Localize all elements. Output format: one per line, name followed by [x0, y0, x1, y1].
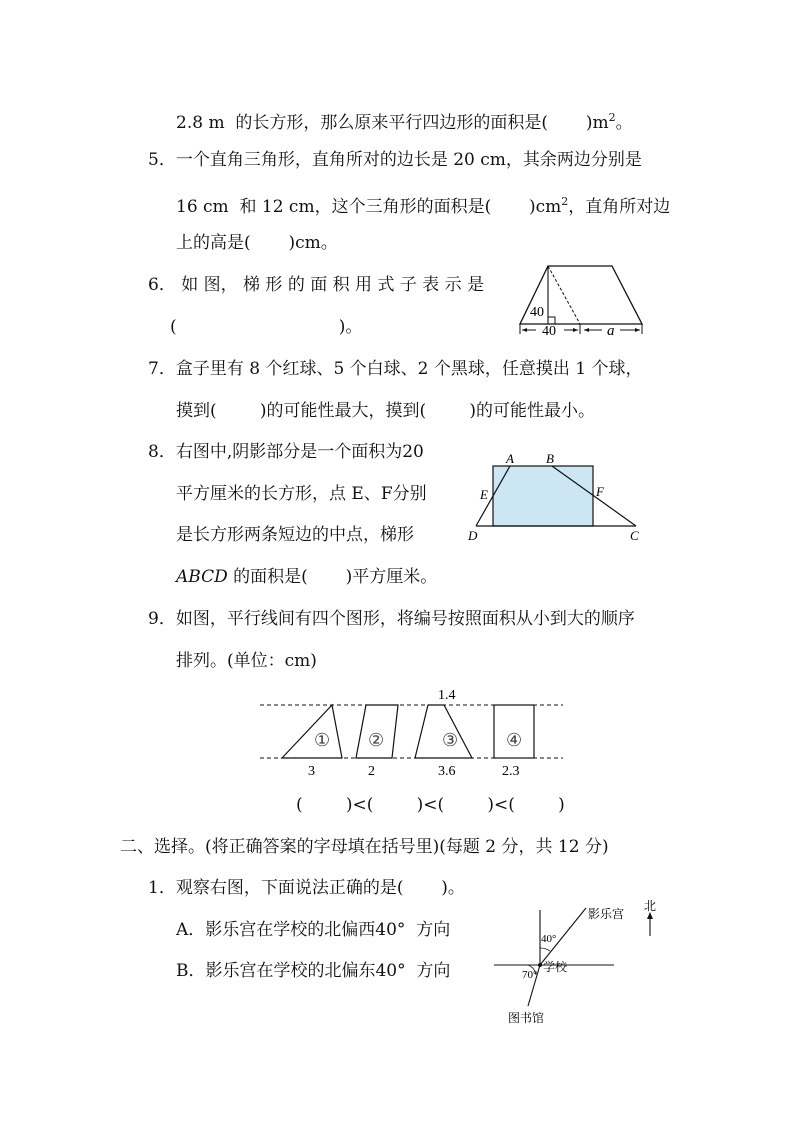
point-B: B [546, 451, 554, 466]
q7-line2: 摸到( )的可能性最大，摸到( )的可能性最小。 [176, 401, 595, 421]
palace-label: 影乐宫 [588, 907, 625, 921]
q7-line1: 7．盒子里有 8 个红球、5 个白球、2 个黑球，任意摸出 1 个球， [148, 359, 643, 379]
point-F: F [596, 484, 604, 499]
s2-q1-option-a: A．影乐宫在学校的北偏西40° 方向 [176, 920, 451, 940]
shaded-rectangle [493, 466, 593, 526]
q8-trapezoid-figure [466, 448, 646, 548]
q5-line2: 16 cm 和 12 cm，这个三角形的面积是( )$cm^2$，直角所对边 [176, 195, 671, 217]
q8-line2: 平方厘米的长方形，点 E、F分别 [176, 484, 427, 504]
trapezoid-dashed-diagonal [548, 266, 580, 324]
s2-q1-option-b: B．影乐宫在学校的北偏东40° 方向 [176, 961, 451, 981]
shape-1-label: ① [314, 730, 331, 750]
angle-40-label: 40° [541, 933, 557, 945]
bottom-4-label: 2.3 [502, 764, 520, 779]
shape-2-label: ② [368, 730, 385, 750]
q8-line4: ABCD 的面积是( )平方厘米。 [176, 567, 438, 587]
right-angle-mark [548, 317, 555, 324]
school-label: 学校 [543, 960, 568, 974]
shape-1-triangle [282, 705, 342, 758]
north-label: 北 [644, 899, 657, 913]
q9-line1: 9．如图，平行线间有四个图形，将编号按照面积从小到大的顺序 [148, 609, 635, 629]
q6-trapezoid-figure [512, 258, 652, 342]
shape-4-label: ④ [506, 730, 523, 750]
section2-title: 二、选择。(将正确答案的字母填在括号里)(每题 2 分，共 12 分) [120, 837, 609, 857]
base-label: 40 [542, 324, 556, 339]
q4-line: 2.8 m 的长方形，那么原来平行四边形的面积是( )$m^2$。 [176, 111, 633, 133]
q6-line1: 6． 如 图， 梯 形 的 面 积 用 式 子 表 示 是 [148, 275, 485, 295]
q8-line3: 是长方形两条短边的中点，梯形 [176, 525, 414, 545]
s2-q1-line: 1．观察右图，下面说法正确的是( )。 [148, 878, 465, 898]
height-label: 40 [530, 305, 544, 320]
angle-70-label: 70° [522, 969, 538, 981]
s2-direction-figure [490, 898, 670, 1028]
bottom-3-label: 3.6 [438, 764, 456, 779]
bottom-1-label: 3 [308, 764, 315, 779]
q8-line1: 8．右图中,阴影部分是一个面积为20 [148, 442, 424, 462]
q9-answer-blanks: ( )<( )<( )<( ) [296, 795, 565, 815]
bottom-2-label: 2 [368, 764, 375, 779]
shape-3-label: ③ [442, 730, 459, 750]
q6-line2: ( )。 [170, 317, 363, 337]
top-length-label: 1.4 [438, 688, 456, 703]
q5-line1: 5．一个直角三角形，直角所对的边长是 20 cm，其余两边分别是 [148, 150, 642, 170]
q9-shapes-figure [258, 683, 568, 783]
library-label: 图书馆 [508, 1011, 545, 1025]
point-C: C [630, 528, 639, 543]
a-label: a [607, 323, 615, 339]
point-D: D [468, 528, 478, 543]
point-E: E [480, 487, 488, 502]
point-A: A [506, 451, 514, 466]
q5-line3: 上的高是( )cm。 [176, 233, 338, 253]
q9-line2: 排列。(单位：cm) [176, 651, 317, 671]
